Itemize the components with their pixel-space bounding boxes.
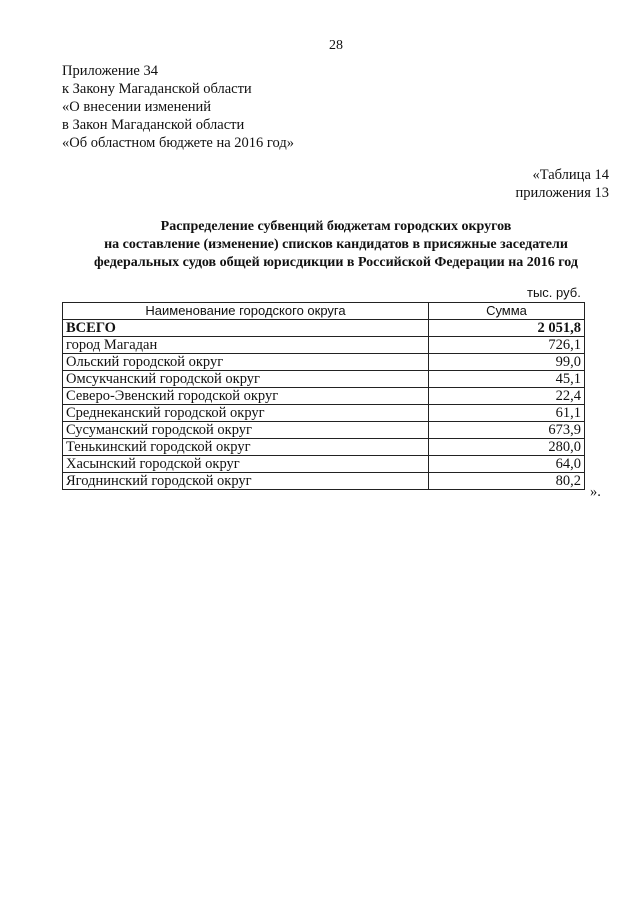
row-name: Хасынский городской округ [63,456,429,473]
subsidy-table [62,302,585,490]
row-sum: 22,4 [429,388,585,405]
document-title [0,218,640,272]
row-sum: 280,0 [429,439,585,456]
row-sum: 80,2 [429,473,585,490]
row-sum: 726,1 [429,337,585,354]
row-sum: 45,1 [429,371,585,388]
units-label: тыс. руб. [527,285,581,300]
annex-line: к Закону Магаданской области [62,81,252,97]
table-row [63,337,585,354]
row-name: Ольский городской округ [63,354,429,371]
closing-quote-mark: ». [590,484,601,500]
table-row [63,422,585,439]
table-ref-line: приложения 13 [515,185,609,201]
table-row [63,473,585,490]
table-row [63,371,585,388]
table-total-row [63,320,585,337]
table-ref-line: «Таблица 14 [532,167,609,183]
column-header-name: Наименование городского округа [63,303,429,320]
row-name: Северо-Эвенский городской округ [63,388,429,405]
title-line: Распределение субвенций бюджетам городских округов [160,219,512,234]
row-name: Омсукчанский городской округ [63,371,429,388]
page-number: 28 [329,38,343,53]
row-name: город Магадан [63,337,429,354]
column-header-sum: Сумма [429,303,585,320]
annex-line: «Об областном бюджете на 2016 год» [62,135,294,151]
table-row [63,456,585,473]
total-label: ВСЕГО [63,320,429,337]
table-reference [516,166,609,202]
row-name: Среднеканский городской округ [63,405,429,422]
row-name: Сусуманский городской округ [63,422,429,439]
row-name: Тенькинский городской округ [63,439,429,456]
row-name: Ягоднинский городской округ [63,473,429,490]
row-sum: 99,0 [429,354,585,371]
row-sum: 64,0 [429,456,585,473]
annex-reference [62,62,294,152]
title-line: на составление (изменение) списков кандидатов в присяжные заседатели [104,237,568,252]
annex-line: Приложение 34 [62,63,158,79]
table-row [63,405,585,422]
annex-line: «О внесении изменений [62,99,212,115]
annex-line: в Закон Магаданской области [62,117,245,133]
title-line: федеральных судов общей юрисдикции в Российской Федерации на 2016 год [94,255,578,270]
table-row [63,354,585,371]
total-value: 2 051,8 [429,320,585,337]
row-sum: 61,1 [429,405,585,422]
table-row [63,439,585,456]
table-header-row [63,303,585,320]
table-row [63,388,585,405]
row-sum: 673,9 [429,422,585,439]
